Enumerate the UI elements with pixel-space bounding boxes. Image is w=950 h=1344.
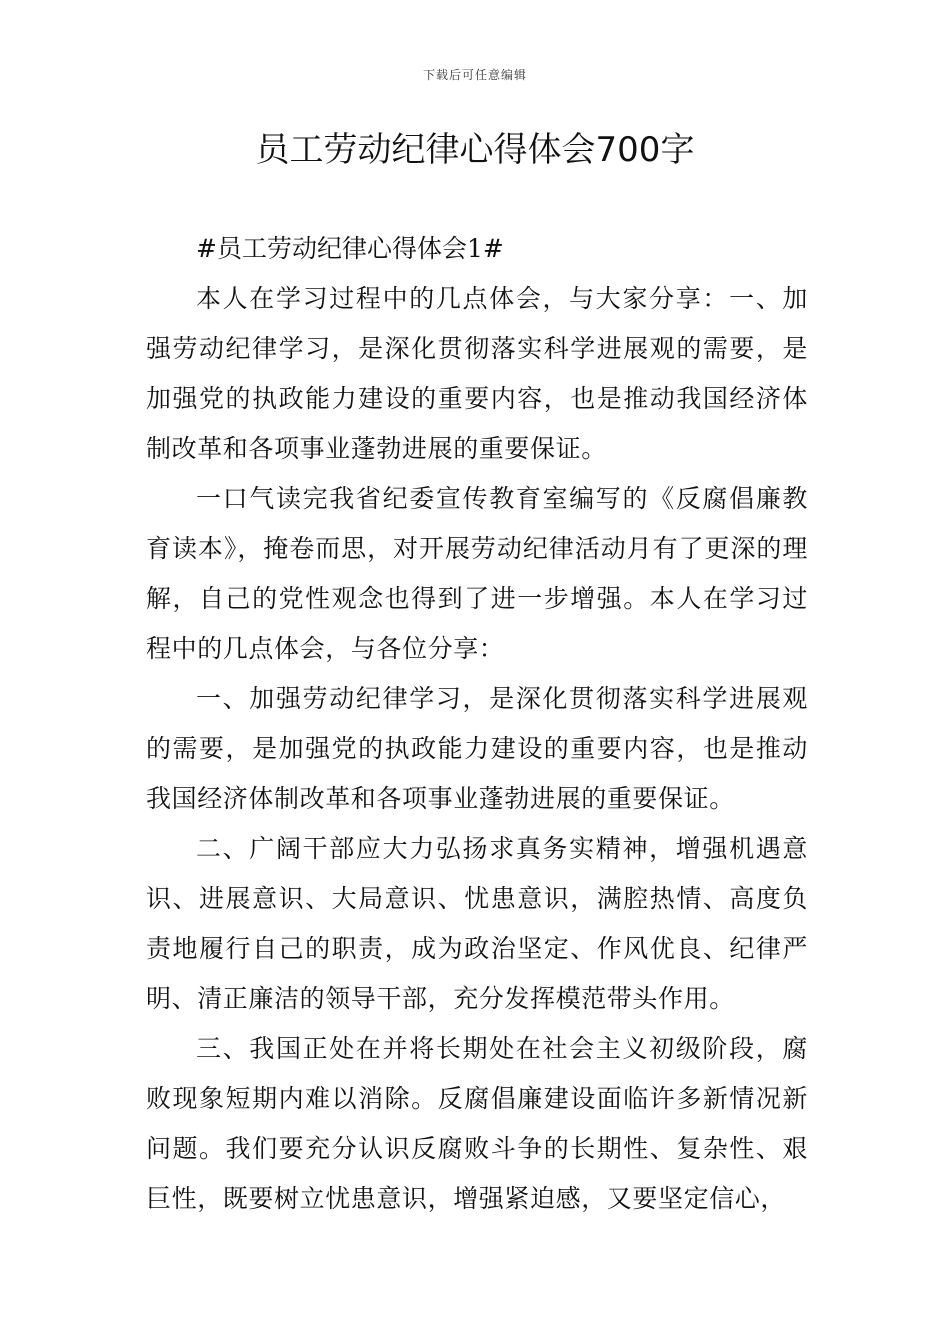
section-heading: #员工劳动纪律心得体会1# (196, 234, 504, 263)
header-note: 下载后可任意编辑 (422, 68, 527, 82)
paragraph-4: 二、广阔干部应大力弘扬求真务实精神，增强机遇意识、进展意识、大局意识、忧患意识，满腔热情、高度负责地履行自己的职责，成为政治坚定、作风优良、纪律严明、清正廉洁的领导干部，充分发挥模范带头作用。 (146, 834, 808, 1013)
paragraph-5: 三、我国正处在并将长期处在社会主义初级阶段，腐败现象短期内难以消除。反腐倡廉建设面临许多新情况新问题。我们要充分认识反腐败斗争的长期性、复杂性、艰巨性，既要树立忧患意识，增强紧迫感，又要坚定信心， (146, 1034, 808, 1213)
document-title: 员工劳动纪律心得体会700字 (255, 130, 695, 170)
paragraph-2: 一口气读完我省纪委宣传教育室编写的《反腐倡廉教育读本》，掩卷而思，对开展劳动纪律活动月有了更深的理解，自己的党性观念也得到了进一步增强。本人在学习过程中的几点体会，与各位分享： (146, 484, 808, 663)
document-body (146, 224, 808, 1224)
paragraph-3: 一、加强劳动纪律学习，是深化贯彻落实科学进展观的需要，是加强党的执政能力建设的重要内容，也是推动我国经济体制改革和各项事业蓬勃进展的重要保证。 (146, 684, 808, 813)
paragraph-1: 本人在学习过程中的几点体会，与大家分享：一、加强劳动纪律学习，是深化贯彻落实科学进展观的需要，是加强党的执政能力建设的重要内容，也是推动我国经济体制改革和各项事业蓬勃进展的重要保证。 (146, 284, 808, 463)
